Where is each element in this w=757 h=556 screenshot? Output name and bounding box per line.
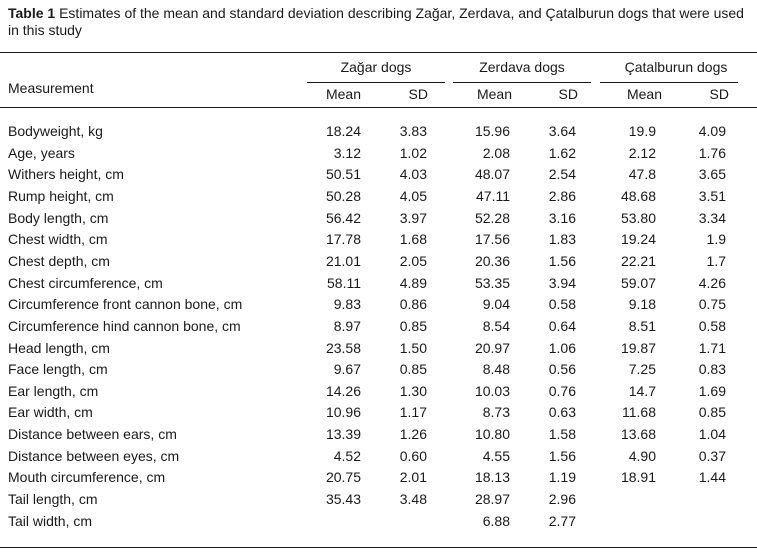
cell-value: 8.51 — [628, 318, 656, 334]
cell-value: 13.68 — [620, 426, 656, 442]
group-rule-zerdava — [453, 82, 591, 83]
cell-value: 52.28 — [474, 210, 510, 226]
cell-value: 3.65 — [698, 166, 726, 182]
cell-value: 58.11 — [327, 275, 361, 291]
row-label: Mouth circumference, cm — [8, 469, 166, 485]
cell-value: 0.86 — [399, 296, 427, 312]
table-label: Table 1 — [8, 5, 56, 21]
cell-value: 11.68 — [622, 404, 656, 420]
cell-value: 4.90 — [628, 448, 656, 464]
cell-value: 0.83 — [698, 361, 726, 377]
cell-value: 4.26 — [698, 275, 726, 291]
row-label: Chest width, cm — [8, 231, 108, 247]
cell-value: 21.01 — [325, 253, 361, 269]
cell-value: 1.76 — [698, 145, 726, 161]
cell-value: 10.03 — [474, 383, 510, 399]
row-label: Bodyweight, kg — [8, 123, 103, 139]
cell-value: 50.51 — [325, 166, 361, 182]
cell-value: 0.58 — [548, 296, 576, 312]
cell-value: 8.97 — [333, 318, 361, 334]
group-header: Zağar dogs — [340, 59, 412, 75]
cell-value: 20.97 — [474, 340, 510, 356]
cell-value: 1.26 — [399, 426, 427, 442]
cell-value: 0.85 — [399, 318, 427, 334]
cell-value: 2.05 — [399, 253, 427, 269]
cell-value: 3.12 — [333, 145, 361, 161]
cell-value: 1.17 — [399, 404, 427, 420]
cell-value: 17.78 — [325, 231, 361, 247]
cell-value: 20.36 — [474, 253, 510, 269]
cell-value: 53.35 — [474, 275, 510, 291]
cell-value: 19.24 — [620, 231, 656, 247]
cell-value: 1.71 — [698, 340, 726, 356]
cell-value: 1.44 — [698, 469, 726, 485]
cell-value: 4.09 — [698, 123, 726, 139]
cell-value: 14.26 — [325, 383, 361, 399]
cell-value: 3.48 — [399, 491, 427, 507]
row-label: Ear width, cm — [8, 404, 93, 420]
cell-value: 22.21 — [620, 253, 656, 269]
cell-value: 56.42 — [325, 210, 361, 226]
cell-value: 10.96 — [325, 404, 361, 420]
cell-value: 20.75 — [325, 469, 361, 485]
cell-value: 0.63 — [548, 404, 576, 420]
cell-value: 8.54 — [482, 318, 510, 334]
cell-value: 9.04 — [482, 296, 510, 312]
cell-value: 9.18 — [628, 296, 656, 312]
cell-value: 7.25 — [628, 361, 656, 377]
cell-value: 18.24 — [325, 123, 361, 139]
caption-text: Estimates of the mean and standard deviation describing Zağar, Zerdava, and Çatalburun dogs that were used in this study — [8, 5, 744, 38]
cell-value: 1.56 — [548, 448, 576, 464]
cell-value: 50.28 — [325, 188, 361, 204]
row-label: Chest circumference, cm — [8, 275, 163, 291]
row-label: Withers height, cm — [8, 166, 124, 182]
cell-value: 0.56 — [548, 361, 576, 377]
cell-value: 19.87 — [620, 340, 656, 356]
cell-value: 1.56 — [548, 253, 576, 269]
cell-value: 1.68 — [399, 231, 427, 247]
cell-value: 0.85 — [698, 404, 726, 420]
cell-value: 1.9 — [706, 231, 726, 247]
cell-value: 0.85 — [399, 361, 427, 377]
cell-value: 18.13 — [474, 469, 510, 485]
cell-value: 3.16 — [548, 210, 576, 226]
cell-value: 9.67 — [333, 361, 361, 377]
subcol-header: SD — [709, 86, 729, 102]
cell-value: 47.8 — [628, 166, 656, 182]
row-label: Rump height, cm — [8, 188, 114, 204]
cell-value: 48.68 — [620, 188, 656, 204]
cell-value: 3.51 — [698, 188, 726, 204]
measurement-header: Measurement — [8, 80, 94, 96]
row-label: Age, years — [8, 145, 75, 161]
group-rule-zagar — [307, 82, 445, 83]
cell-value: 3.34 — [698, 210, 726, 226]
cell-value: 4.05 — [399, 188, 427, 204]
cell-value: 4.55 — [482, 448, 510, 464]
cell-value: 18.91 — [620, 469, 656, 485]
cell-value: 15.96 — [474, 123, 510, 139]
cell-value: 13.39 — [325, 426, 361, 442]
cell-value: 0.75 — [698, 296, 726, 312]
cell-value: 0.37 — [698, 448, 726, 464]
row-label: Chest depth, cm — [8, 253, 110, 269]
row-label: Body length, cm — [8, 210, 109, 226]
subcol-header: Mean — [325, 86, 361, 102]
cell-value: 1.19 — [548, 469, 576, 485]
cell-value: 8.48 — [482, 361, 510, 377]
cell-value: 2.08 — [482, 145, 510, 161]
row-label: Face length, cm — [8, 361, 108, 377]
row-label: Tail width, cm — [8, 513, 93, 529]
cell-value: 2.01 — [399, 469, 427, 485]
cell-value: 0.64 — [548, 318, 576, 334]
cell-value: 1.58 — [548, 426, 576, 442]
cell-value: 2.96 — [548, 491, 576, 507]
row-label: Tail length, cm — [8, 491, 98, 507]
cell-value: 28.97 — [474, 491, 510, 507]
cell-value: 23.58 — [325, 340, 361, 356]
cell-value: 0.60 — [399, 448, 427, 464]
group-header: Zerdava dogs — [479, 59, 565, 75]
cell-value: 1.04 — [698, 426, 726, 442]
top-rule — [0, 52, 757, 53]
cell-value: 47.11 — [476, 188, 510, 204]
cell-value: 1.02 — [399, 145, 427, 161]
cell-value: 9.83 — [333, 296, 361, 312]
subcol-header: Mean — [476, 86, 512, 102]
cell-value: 4.89 — [399, 275, 427, 291]
cell-value: 35.43 — [325, 491, 361, 507]
cell-value: 6.88 — [482, 513, 510, 529]
cell-value: 1.7 — [706, 253, 726, 269]
cell-value: 3.83 — [399, 123, 427, 139]
table-caption — [8, 5, 753, 39]
cell-value: 2.77 — [548, 513, 576, 529]
cell-value: 4.03 — [399, 166, 427, 182]
cell-value: 0.58 — [698, 318, 726, 334]
cell-value: 19.9 — [628, 123, 656, 139]
cell-value: 14.7 — [628, 383, 656, 399]
cell-value: 1.69 — [698, 383, 726, 399]
cell-value: 10.80 — [474, 426, 510, 442]
cell-value: 2.54 — [548, 166, 576, 182]
cell-value: 8.73 — [482, 404, 510, 420]
cell-value: 4.52 — [333, 448, 361, 464]
cell-value: 3.64 — [548, 123, 576, 139]
row-label: Circumference hind cannon bone, cm — [8, 318, 241, 334]
row-label: Ear length, cm — [8, 383, 99, 399]
cell-value: 0.76 — [548, 383, 576, 399]
group-header: Çatalburun dogs — [624, 59, 728, 75]
cell-value: 17.56 — [474, 231, 510, 247]
row-label: Distance between ears, cm — [8, 426, 177, 442]
cell-value: 1.06 — [548, 340, 576, 356]
cell-value: 59.07 — [620, 275, 656, 291]
bottom-rule — [0, 547, 757, 548]
subcol-header: SD — [408, 86, 428, 102]
cell-value: 2.12 — [628, 145, 656, 161]
group-rule-catalburun — [600, 82, 738, 83]
cell-value: 2.86 — [548, 188, 576, 204]
cell-value: 1.30 — [399, 383, 427, 399]
cell-value: 1.83 — [548, 231, 576, 247]
cell-value: 3.97 — [399, 210, 427, 226]
row-label: Head length, cm — [8, 340, 110, 356]
row-label: Distance between eyes, cm — [8, 448, 180, 464]
row-label: Circumference front cannon bone, cm — [8, 296, 243, 312]
subcol-header: Mean — [626, 86, 662, 102]
cell-value: 1.62 — [548, 145, 576, 161]
cell-value: 3.94 — [548, 275, 576, 291]
header-rule — [0, 107, 757, 108]
subcol-header: SD — [558, 86, 578, 102]
cell-value: 53.80 — [620, 210, 656, 226]
cell-value: 1.50 — [399, 340, 427, 356]
cell-value: 48.07 — [474, 166, 510, 182]
